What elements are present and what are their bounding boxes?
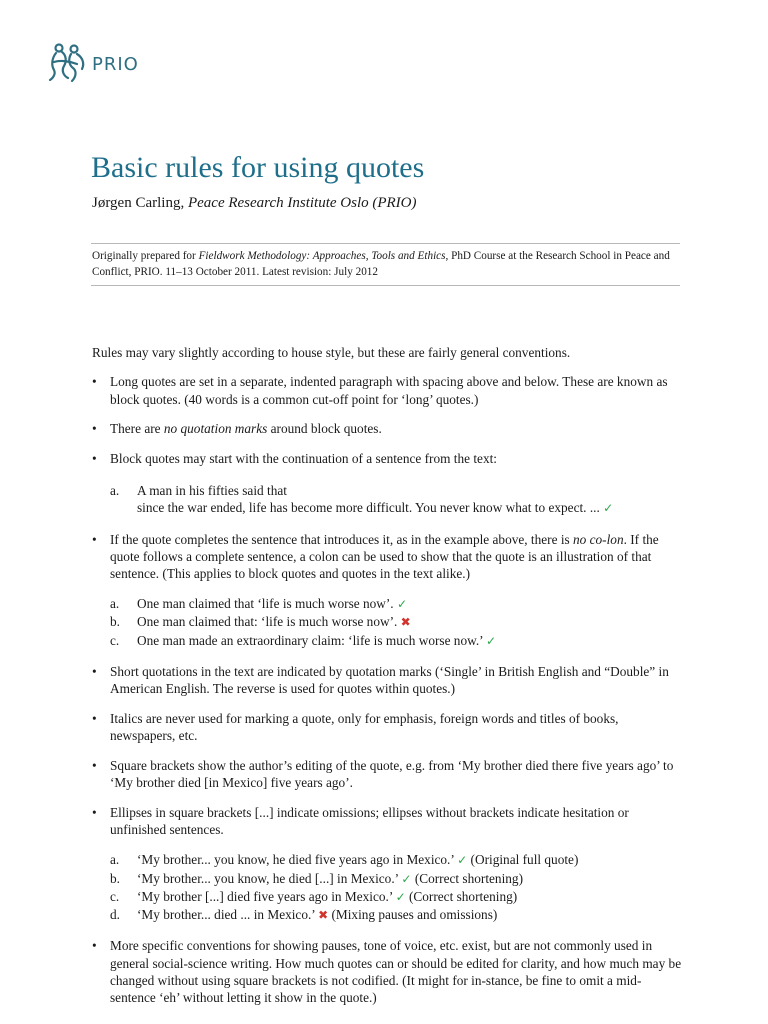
course-title: Fieldwork Methodology: Approaches, Tools and Ethics — [198, 250, 446, 262]
example-item — [92, 632, 682, 650]
check-icon: ✓ — [457, 853, 468, 868]
example-letter: a. — [110, 482, 120, 498]
example-text: ‘My brother [...] died five years ago in Mexico.’ — [137, 888, 393, 904]
check-icon: ✓ — [603, 501, 614, 516]
example-letter: c. — [110, 888, 120, 904]
author-name: Jørgen Carling, — [92, 195, 185, 211]
example-item — [92, 888, 682, 906]
list-item — [92, 710, 682, 745]
example-item — [92, 906, 682, 924]
byline — [92, 193, 417, 213]
intro-paragraph: Rules may vary slightly according to house style, but these are fairly general conventions. — [92, 345, 571, 360]
example-text: One man claimed that ‘life is much worse now’. — [137, 595, 394, 611]
prio-figures-icon — [47, 40, 89, 84]
note-suffix: , PhD Course at the Research School in Peace and Conflict, PRIO. 11–13 October 2011. Latest revision: July 2012 — [92, 250, 670, 278]
bullet-icon: • — [92, 663, 97, 679]
list-item — [92, 937, 682, 1006]
logo-text: PRIO — [92, 53, 139, 75]
bullet-icon: • — [92, 758, 97, 774]
bullet-text: Ellipses in square brackets [...] indicate omissions; ellipses without brackets indicate hesitation or unfinished sentences. — [110, 805, 629, 838]
list-item — [92, 804, 682, 839]
bullet-icon: • — [92, 805, 97, 821]
example-list — [92, 595, 682, 650]
example-comment: (Original full quote) — [470, 852, 579, 868]
list-item — [92, 663, 682, 698]
bullet-text: around block quotes. — [267, 421, 382, 437]
note-prefix: Originally prepared for — [92, 250, 199, 262]
example-comment: (Mixing pauses and omissions) — [331, 907, 498, 923]
author-affiliation: Peace Research Institute Oslo (PRIO) — [187, 195, 417, 211]
example-item — [92, 595, 682, 613]
example-text: ‘My brother... you know, he died [...] in Mexico.’ — [137, 870, 399, 886]
check-icon: ✓ — [395, 889, 406, 904]
check-icon: ✓ — [396, 596, 408, 611]
example-letter: a. — [110, 595, 120, 611]
example-text: One man made an extraordinary claim: ‘life is much worse now.’ — [137, 632, 483, 648]
page-title: Basic rules for using quotes — [91, 151, 425, 184]
example-text: ‘My brother... you know, he died five years ago in Mexico.’ — [137, 852, 454, 868]
emphasis: no quotation marks — [163, 421, 268, 437]
example-letter: c. — [110, 632, 120, 648]
example-item — [92, 613, 682, 631]
example-text: since the war ended, life has become more difficult. You never know what to expect. ... — [137, 500, 600, 516]
bullet-text: Block quotes may start with the continuation of a sentence from the text: — [110, 451, 497, 467]
example-letter: a. — [110, 852, 120, 868]
bullet-icon: • — [92, 531, 97, 547]
bullet-icon: • — [92, 451, 97, 467]
bullet-icon: • — [92, 421, 97, 437]
cross-icon: ✖ — [400, 615, 411, 630]
list-item — [92, 420, 682, 437]
example-text: A man in his fifties said that — [137, 482, 287, 498]
bullet-text: Short quotations in the text are indicated by quotation marks (‘Single’ in British English and “Double” in American English. The reverse is used for quotes within quotes.) — [110, 663, 669, 697]
bullet-text: More specific conventions for showing pauses, tone of voice, etc. exist, but are not commonly used in general social-science writing. How much quotes can or should be edited for clarity, and how much may be changed without using square brackets is not codified. (It might for in-stance, be fine to omit a mid-sentence ‘eh’ without letting it show in the quote.) — [110, 938, 682, 1006]
example-text: One man claimed that: ‘life is much worse now’. — [137, 614, 398, 630]
list-item — [92, 450, 682, 467]
bullet-text: If the quote completes the sentence that introduces it, as in the example above, there is — [110, 531, 574, 547]
example-letter: b. — [110, 614, 120, 630]
bullet-icon: • — [92, 374, 97, 390]
list-item — [92, 757, 682, 792]
bullet-text: . If the quote follows a complete sentence, a colon can be used to show that the quote is an illustration of that sentence. (This applies to block quotes and quotes in the text alike.) — [110, 531, 659, 582]
prio-logo — [47, 40, 139, 84]
list-item — [92, 531, 682, 583]
example-comment: (Correct shortening) — [414, 870, 523, 886]
example-list — [92, 480, 682, 518]
example-item — [92, 851, 682, 869]
bullet-text: Square brackets show the author’s editing of the quote, e.g. from ‘My brother died there five years ago’ to ‘My brother died [in Mexico] five years ago’. — [110, 758, 674, 791]
list-item — [92, 373, 682, 408]
example-letter: b. — [110, 870, 120, 886]
bullet-text: Long quotes are set in a separate, indented paragraph with spacing above and below. These are known as block quotes. (40 words is a common cut-off point for ‘long’ quotes.) — [110, 374, 668, 407]
check-icon: ✓ — [485, 633, 496, 648]
bullet-text: There are — [110, 421, 164, 437]
example-comment: (Correct shortening) — [408, 888, 518, 904]
check-icon: ✓ — [401, 871, 412, 886]
example-letter: d. — [110, 907, 120, 923]
bullet-icon: • — [92, 938, 97, 954]
origin-note — [91, 243, 680, 286]
emphasis: no co-lon — [573, 531, 624, 547]
example-text: ‘My brother... died ... in Mexico.’ — [137, 907, 315, 923]
document-body — [92, 344, 682, 1019]
example-item — [92, 482, 682, 518]
example-list — [92, 851, 682, 924]
bullet-text: Italics are never used for marking a quote, only for emphasis, foreign words and titles of books, newspapers, etc. — [110, 710, 619, 744]
example-item — [92, 870, 682, 888]
cross-icon: ✖ — [318, 908, 329, 923]
bullet-icon: • — [92, 710, 97, 726]
